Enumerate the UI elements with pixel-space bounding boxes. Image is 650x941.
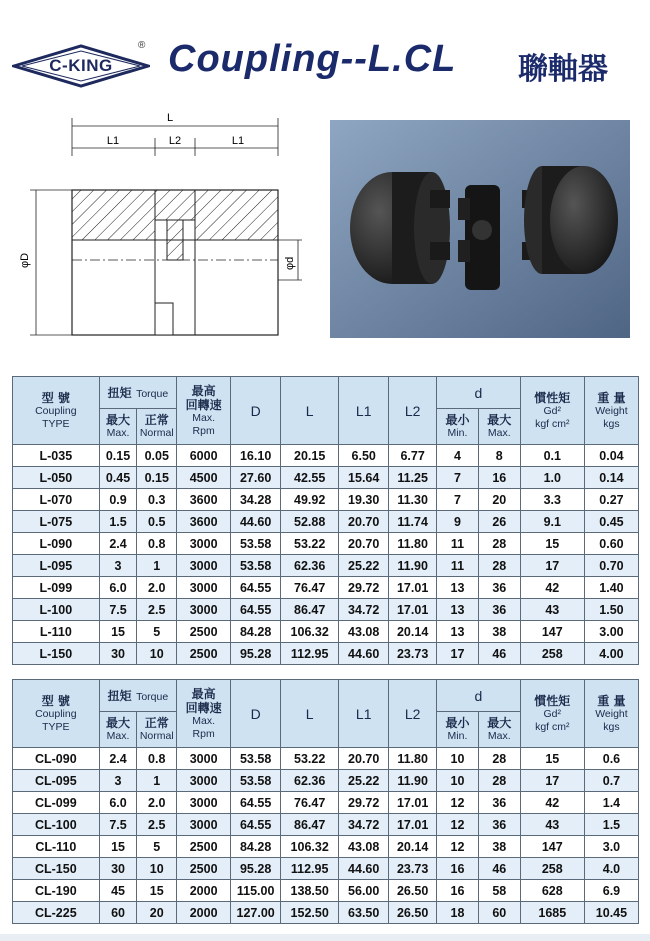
cell-type: L-110 [13,621,100,643]
cell-inertia: 0.1 [520,445,584,467]
cell-type: CL-090 [13,748,100,770]
page-header [0,0,650,110]
cell-L1: 20.70 [339,748,389,770]
cell-L1: 34.72 [339,599,389,621]
cell-max-rpm: 2000 [177,880,231,902]
cell-L: 62.36 [281,770,339,792]
cell-D: 16.10 [231,445,281,467]
cell-torque-max: 60 [99,902,137,924]
cell-torque-normal: 2.5 [137,814,177,836]
cell-d-min: 10 [437,748,479,770]
col-L2-header: L2 [389,680,437,748]
cell-L: 20.15 [281,445,339,467]
cell-L2: 20.14 [389,836,437,858]
cell-max-rpm: 3600 [177,489,231,511]
col-speed-header: 最高 回轉速 Max. Rpm [177,377,231,445]
dim-D-label: φD [19,252,31,268]
cell-d-min: 12 [437,792,479,814]
cell-L1: 63.50 [339,902,389,924]
table-row [13,445,639,467]
cell-max-rpm: 2500 [177,858,231,880]
cell-d-min: 11 [437,555,479,577]
cell-L1: 19.30 [339,489,389,511]
col-torque-header: 扭矩 Torque [99,680,176,712]
cell-L1: 43.08 [339,621,389,643]
cell-inertia: 258 [520,643,584,665]
table-row [13,533,639,555]
cell-inertia: 42 [520,792,584,814]
cell-max-rpm: 3000 [177,792,231,814]
registered-mark: ® [138,40,146,51]
col-L-header: L [281,680,339,748]
cell-torque-max: 3 [99,770,137,792]
cell-d-max: 20 [478,489,520,511]
col-L1-header: L1 [339,680,389,748]
cell-D: 127.00 [231,902,281,924]
cell-weight: 0.70 [584,555,638,577]
cell-max-rpm: 3000 [177,533,231,555]
cell-type: L-095 [13,555,100,577]
cell-type: CL-095 [13,770,100,792]
cell-torque-normal: 15 [137,880,177,902]
cell-L2: 17.01 [389,577,437,599]
cell-D: 27.60 [231,467,281,489]
cell-L: 76.47 [281,792,339,814]
cell-d-max: 26 [478,511,520,533]
cell-D: 53.58 [231,533,281,555]
col-torque-normal-header: 正常 Normal [137,409,177,445]
cell-max-rpm: 6000 [177,445,231,467]
col-L2-header: L2 [389,377,437,445]
cell-L2: 6.77 [389,445,437,467]
cell-type: CL-100 [13,814,100,836]
cell-torque-normal: 0.05 [137,445,177,467]
cell-torque-normal: 0.8 [137,748,177,770]
cell-d-max: 38 [478,836,520,858]
cell-d-min: 11 [437,533,479,555]
cell-L1: 29.72 [339,577,389,599]
cell-max-rpm: 3600 [177,511,231,533]
cell-weight: 0.7 [584,770,638,792]
table-row [13,814,639,836]
bottom-strip [0,934,650,941]
cell-weight: 0.27 [584,489,638,511]
coupling-technical-drawing [10,108,310,348]
cell-D: 44.60 [231,511,281,533]
coupling-product-photo [330,120,630,338]
cell-weight: 0.14 [584,467,638,489]
table-row [13,858,639,880]
cell-L1: 29.72 [339,792,389,814]
cell-L2: 17.01 [389,814,437,836]
cell-torque-max: 15 [99,621,137,643]
cell-type: L-099 [13,577,100,599]
cell-L1: 15.64 [339,467,389,489]
cell-inertia: 9.1 [520,511,584,533]
cell-weight: 0.45 [584,511,638,533]
cell-L2: 17.01 [389,792,437,814]
cell-L2: 11.25 [389,467,437,489]
cell-torque-normal: 0.8 [137,533,177,555]
cell-torque-normal: 1 [137,770,177,792]
cell-torque-max: 1.5 [99,511,137,533]
cell-weight: 3.00 [584,621,638,643]
cell-torque-max: 30 [99,858,137,880]
cell-inertia: 147 [520,621,584,643]
col-dmin-header: 最小 Min. [437,712,479,748]
cell-D: 53.58 [231,555,281,577]
cell-torque-normal: 2.0 [137,792,177,814]
dim-L2-label: L2 [168,135,182,147]
cell-torque-normal: 10 [137,858,177,880]
table-row [13,836,639,858]
dim-L1-left-label: L1 [106,135,120,147]
cell-type: L-090 [13,533,100,555]
cell-L1: 44.60 [339,858,389,880]
cell-L: 106.32 [281,836,339,858]
cell-torque-max: 3 [99,555,137,577]
cell-L: 86.47 [281,814,339,836]
cell-d-max: 8 [478,445,520,467]
col-inertia-header: 慣性矩 Gd² kgf cm² [520,377,584,445]
cell-d-min: 4 [437,445,479,467]
col-D-header: D [231,377,281,445]
cell-L1: 56.00 [339,880,389,902]
cell-torque-max: 6.0 [99,577,137,599]
cell-D: 115.00 [231,880,281,902]
cell-d-min: 13 [437,621,479,643]
col-torque-normal-header: 正常 Normal [137,712,177,748]
col-d-header: d [437,377,521,409]
cell-L2: 26.50 [389,902,437,924]
cell-d-min: 16 [437,858,479,880]
cell-d-max: 38 [478,621,520,643]
cell-weight: 0.04 [584,445,638,467]
cell-D: 64.55 [231,792,281,814]
cell-max-rpm: 3000 [177,555,231,577]
cell-D: 34.28 [231,489,281,511]
cell-L2: 11.90 [389,770,437,792]
cell-max-rpm: 3000 [177,770,231,792]
cell-L1: 6.50 [339,445,389,467]
cell-L: 112.95 [281,643,339,665]
cell-weight: 4.00 [584,643,638,665]
cell-d-min: 12 [437,836,479,858]
cell-inertia: 3.3 [520,489,584,511]
cell-L1: 25.22 [339,555,389,577]
cell-d-min: 13 [437,599,479,621]
cell-L2: 11.80 [389,748,437,770]
cell-L: 62.36 [281,555,339,577]
cell-d-min: 13 [437,577,479,599]
page-title-chinese: 聯軸器 [518,52,608,87]
cell-inertia: 1685 [520,902,584,924]
page-title: Coupling--L.CL [168,38,457,80]
col-dmax-header: 最大 Max. [478,409,520,445]
cell-L: 106.32 [281,621,339,643]
cell-d-max: 28 [478,748,520,770]
dim-L1-right-label: L1 [231,135,245,147]
table-row [13,880,639,902]
cell-torque-max: 7.5 [99,814,137,836]
col-type-header: 型 號 Coupling TYPE [13,377,100,445]
table-row [13,770,639,792]
cell-torque-max: 2.4 [99,533,137,555]
cell-torque-max: 0.9 [99,489,137,511]
cell-type: L-050 [13,467,100,489]
col-speed-header: 最高 回轉速 Max. Rpm [177,680,231,748]
cell-D: 53.58 [231,770,281,792]
col-D-header: D [231,680,281,748]
spec-table-L [12,376,639,665]
cell-d-max: 60 [478,902,520,924]
cell-torque-normal: 5 [137,621,177,643]
table-row [13,748,639,770]
cell-type: CL-099 [13,792,100,814]
cell-L: 53.22 [281,748,339,770]
cell-L2: 11.80 [389,533,437,555]
cell-inertia: 43 [520,814,584,836]
cell-L: 112.95 [281,858,339,880]
cell-max-rpm: 2500 [177,836,231,858]
cell-inertia: 1.0 [520,467,584,489]
cell-torque-normal: 20 [137,902,177,924]
cell-torque-normal: 0.5 [137,511,177,533]
cell-d-max: 28 [478,555,520,577]
cell-D: 84.28 [231,621,281,643]
cell-torque-max: 15 [99,836,137,858]
cell-type: L-100 [13,599,100,621]
cell-L2: 23.73 [389,643,437,665]
cell-L1: 34.72 [339,814,389,836]
dim-d-label: φd [284,256,296,270]
cell-d-min: 9 [437,511,479,533]
cell-type: CL-110 [13,836,100,858]
cell-weight: 1.4 [584,792,638,814]
col-inertia-header: 慣性矩 Gd² kgf cm² [520,680,584,748]
cell-d-max: 36 [478,577,520,599]
table-row [13,792,639,814]
cell-torque-max: 2.4 [99,748,137,770]
cell-weight: 3.0 [584,836,638,858]
cell-inertia: 15 [520,533,584,555]
cell-inertia: 258 [520,858,584,880]
cell-weight: 10.45 [584,902,638,924]
cell-L1: 20.70 [339,511,389,533]
cell-d-min: 16 [437,880,479,902]
cell-weight: 6.9 [584,880,638,902]
col-dmax-header: 最大 Max. [478,712,520,748]
cell-L: 86.47 [281,599,339,621]
cell-type: CL-190 [13,880,100,902]
col-torque-header: 扭矩 Torque [99,377,176,409]
cell-inertia: 17 [520,555,584,577]
cell-L: 152.50 [281,902,339,924]
cell-d-max: 36 [478,814,520,836]
table-row [13,555,639,577]
cell-torque-max: 6.0 [99,792,137,814]
cell-L: 42.55 [281,467,339,489]
cell-torque-normal: 10 [137,643,177,665]
cell-type: L-150 [13,643,100,665]
cell-max-rpm: 2500 [177,643,231,665]
cell-type: CL-150 [13,858,100,880]
cell-L1: 44.60 [339,643,389,665]
table-row [13,511,639,533]
cell-type: L-070 [13,489,100,511]
cell-L2: 11.30 [389,489,437,511]
cell-torque-normal: 5 [137,836,177,858]
cell-L1: 20.70 [339,533,389,555]
cell-D: 53.58 [231,748,281,770]
cell-torque-normal: 0.15 [137,467,177,489]
table-row [13,577,639,599]
cell-d-max: 28 [478,533,520,555]
cell-L2: 11.90 [389,555,437,577]
cell-D: 64.55 [231,577,281,599]
cell-inertia: 147 [520,836,584,858]
cell-torque-normal: 2.5 [137,599,177,621]
cell-type: CL-225 [13,902,100,924]
cell-torque-max: 30 [99,643,137,665]
col-torque-max-header: 最大 Max. [99,409,137,445]
cell-d-max: 36 [478,599,520,621]
cell-d-min: 17 [437,643,479,665]
cell-D: 95.28 [231,858,281,880]
table-row [13,599,639,621]
cell-type: L-075 [13,511,100,533]
cell-D: 95.28 [231,643,281,665]
cell-max-rpm: 3000 [177,577,231,599]
col-torque-max-header: 最大 Max. [99,712,137,748]
table-row [13,467,639,489]
cell-D: 64.55 [231,814,281,836]
cell-d-max: 28 [478,770,520,792]
cell-L1: 25.22 [339,770,389,792]
cell-d-max: 46 [478,858,520,880]
col-weight-header: 重 量 Weight kgs [584,377,638,445]
cell-d-max: 36 [478,792,520,814]
col-L-header: L [281,377,339,445]
cell-weight: 1.50 [584,599,638,621]
col-weight-header: 重 量 Weight kgs [584,680,638,748]
cell-torque-max: 7.5 [99,599,137,621]
table-row [13,902,639,924]
spec-table-L-body [13,445,639,665]
cell-torque-normal: 2.0 [137,577,177,599]
table-row [13,621,639,643]
cell-L2: 11.74 [389,511,437,533]
cell-inertia: 15 [520,748,584,770]
cell-torque-max: 45 [99,880,137,902]
cell-d-max: 58 [478,880,520,902]
cell-max-rpm: 3000 [177,599,231,621]
col-type-header: 型 號 Coupling TYPE [13,680,100,748]
cell-L1: 43.08 [339,836,389,858]
cell-d-min: 10 [437,770,479,792]
cell-d-max: 46 [478,643,520,665]
cell-weight: 1.40 [584,577,638,599]
cell-L: 76.47 [281,577,339,599]
cell-max-rpm: 2000 [177,902,231,924]
cell-max-rpm: 4500 [177,467,231,489]
logo-text: C-KING [49,56,113,75]
cell-L: 138.50 [281,880,339,902]
cell-inertia: 628 [520,880,584,902]
cell-torque-normal: 1 [137,555,177,577]
cell-weight: 0.60 [584,533,638,555]
cell-weight: 0.6 [584,748,638,770]
spec-table-CL [12,679,639,924]
cell-d-min: 12 [437,814,479,836]
cell-torque-max: 0.15 [99,445,137,467]
dim-L-label: L [166,112,174,124]
cell-L2: 17.01 [389,599,437,621]
cell-L2: 23.73 [389,858,437,880]
cell-torque-max: 0.45 [99,467,137,489]
cell-D: 64.55 [231,599,281,621]
col-d-header: d [437,680,521,712]
cell-inertia: 43 [520,599,584,621]
cell-max-rpm: 3000 [177,748,231,770]
cell-L: 53.22 [281,533,339,555]
cell-d-max: 16 [478,467,520,489]
cell-d-min: 7 [437,489,479,511]
cell-weight: 1.5 [584,814,638,836]
spec-table-CL-body [13,748,639,924]
cell-L: 52.88 [281,511,339,533]
cell-d-min: 7 [437,467,479,489]
table-row [13,643,639,665]
cell-weight: 4.0 [584,858,638,880]
cell-D: 84.28 [231,836,281,858]
cell-max-rpm: 3000 [177,814,231,836]
cell-d-min: 18 [437,902,479,924]
cell-L: 49.92 [281,489,339,511]
cell-type: L-035 [13,445,100,467]
col-L1-header: L1 [339,377,389,445]
col-dmin-header: 最小 Min. [437,409,479,445]
cell-torque-normal: 0.3 [137,489,177,511]
table-row [13,489,639,511]
cell-inertia: 42 [520,577,584,599]
cell-L2: 26.50 [389,880,437,902]
cell-max-rpm: 2500 [177,621,231,643]
cell-inertia: 17 [520,770,584,792]
cell-L2: 20.14 [389,621,437,643]
